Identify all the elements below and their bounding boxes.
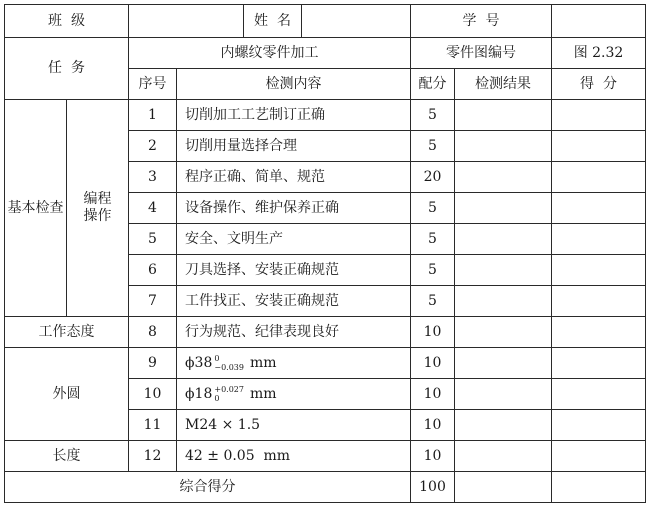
row-seq: 6 [129,255,177,286]
row-result[interactable] [455,193,552,224]
total-points: 100 [411,472,455,503]
unit: mm [249,355,277,371]
tolerance-upper: 0 [214,354,220,363]
row-score[interactable] [552,131,646,162]
row-content: 刀具选择、安装正确规范 [177,255,411,286]
row-score[interactable] [552,100,646,131]
row-points: 20 [411,162,455,193]
row-content [177,379,411,410]
tolerance-upper: +0.027 [214,385,244,394]
tolerance [214,385,244,403]
student-no-value[interactable] [552,5,646,38]
row-points: 10 [411,379,455,410]
col-points-header: 配分 [411,69,455,100]
drawing-no-label: 零件图编号 [411,38,552,69]
row-content: 行为规范、纪律表现良好 [177,317,411,348]
tolerance [214,354,244,372]
group-programming-line2: 操作 [83,208,112,224]
row-seq: 7 [129,286,177,317]
class-label: 班 级 [5,5,129,38]
dimension-value: ϕ38 [185,355,213,371]
dimension-value: ϕ18 [185,386,213,402]
row-seq: 12 [129,441,177,472]
row-content: 程序正确、简单、规范 [177,162,411,193]
group-attitude: 工作态度 [5,317,129,348]
row-seq: 5 [129,224,177,255]
col-seq-header: 序号 [129,69,177,100]
row-result[interactable] [455,410,552,441]
total-score[interactable] [552,472,646,503]
col-content-header: 检测内容 [177,69,411,100]
row-points: 5 [411,224,455,255]
row-seq: 9 [129,348,177,379]
class-value-cell[interactable] [129,5,411,38]
row-content: 设备操作、维护保养正确 [177,193,411,224]
row-result[interactable] [455,348,552,379]
row-result[interactable] [455,441,552,472]
tolerance-lower: 0 [214,394,220,403]
group-length: 长度 [5,441,129,472]
row-content: 切削加工工艺制订正确 [177,100,411,131]
row-seq: 8 [129,317,177,348]
row-points: 5 [411,100,455,131]
row-content [177,348,411,379]
row-score[interactable] [552,348,646,379]
row-score[interactable] [552,441,646,472]
row-points: 10 [411,441,455,472]
row-result[interactable] [455,162,552,193]
row-result[interactable] [455,379,552,410]
row-points: 10 [411,348,455,379]
name-value[interactable] [302,5,410,37]
row-content: M24 × 1.5 [177,410,411,441]
name-label: 姓 名 [244,5,302,37]
row-content: 切削用量选择合理 [177,131,411,162]
group-outer-circle: 外圆 [5,348,129,441]
row-score[interactable] [552,317,646,348]
col-score-header: 得 分 [552,69,646,100]
row-content: 工件找正、安装正确规范 [177,286,411,317]
row-seq: 1 [129,100,177,131]
student-no-label: 学 号 [411,5,552,38]
tolerance-lower: −0.039 [214,363,244,372]
row-result[interactable] [455,286,552,317]
row-points: 5 [411,131,455,162]
row-score[interactable] [552,255,646,286]
row-score[interactable] [552,224,646,255]
row-seq: 10 [129,379,177,410]
row-score[interactable] [552,193,646,224]
row-seq: 11 [129,410,177,441]
group-programming-line1: 编程 [83,191,112,207]
row-score[interactable] [552,379,646,410]
col-result-header: 检测结果 [455,69,552,100]
row-result[interactable] [455,131,552,162]
row-points: 5 [411,255,455,286]
row-content: 安全、文明生产 [177,224,411,255]
task-label: 任 务 [5,38,129,100]
row-score[interactable] [552,410,646,441]
row-score[interactable] [552,286,646,317]
row-points: 10 [411,317,455,348]
row-result[interactable] [455,255,552,286]
row-points: 10 [411,410,455,441]
row-seq: 3 [129,162,177,193]
row-content: 42 ± 0.05 mm [177,441,411,472]
task-title: 内螺纹零件加工 [129,38,411,69]
drawing-no: 图 2.32 [552,38,646,69]
row-points: 5 [411,286,455,317]
unit: mm [249,386,277,402]
row-seq: 2 [129,131,177,162]
row-result[interactable] [455,100,552,131]
row-points: 5 [411,193,455,224]
total-result[interactable] [455,472,552,503]
row-score[interactable] [552,162,646,193]
row-result[interactable] [455,224,552,255]
row-result[interactable] [455,317,552,348]
inspection-score-sheet [4,4,646,503]
total-label: 综合得分 [5,472,411,503]
class-value[interactable] [129,5,244,37]
group-basic-check: 基本检查 [5,100,67,317]
row-seq: 4 [129,193,177,224]
group-programming [67,100,129,317]
